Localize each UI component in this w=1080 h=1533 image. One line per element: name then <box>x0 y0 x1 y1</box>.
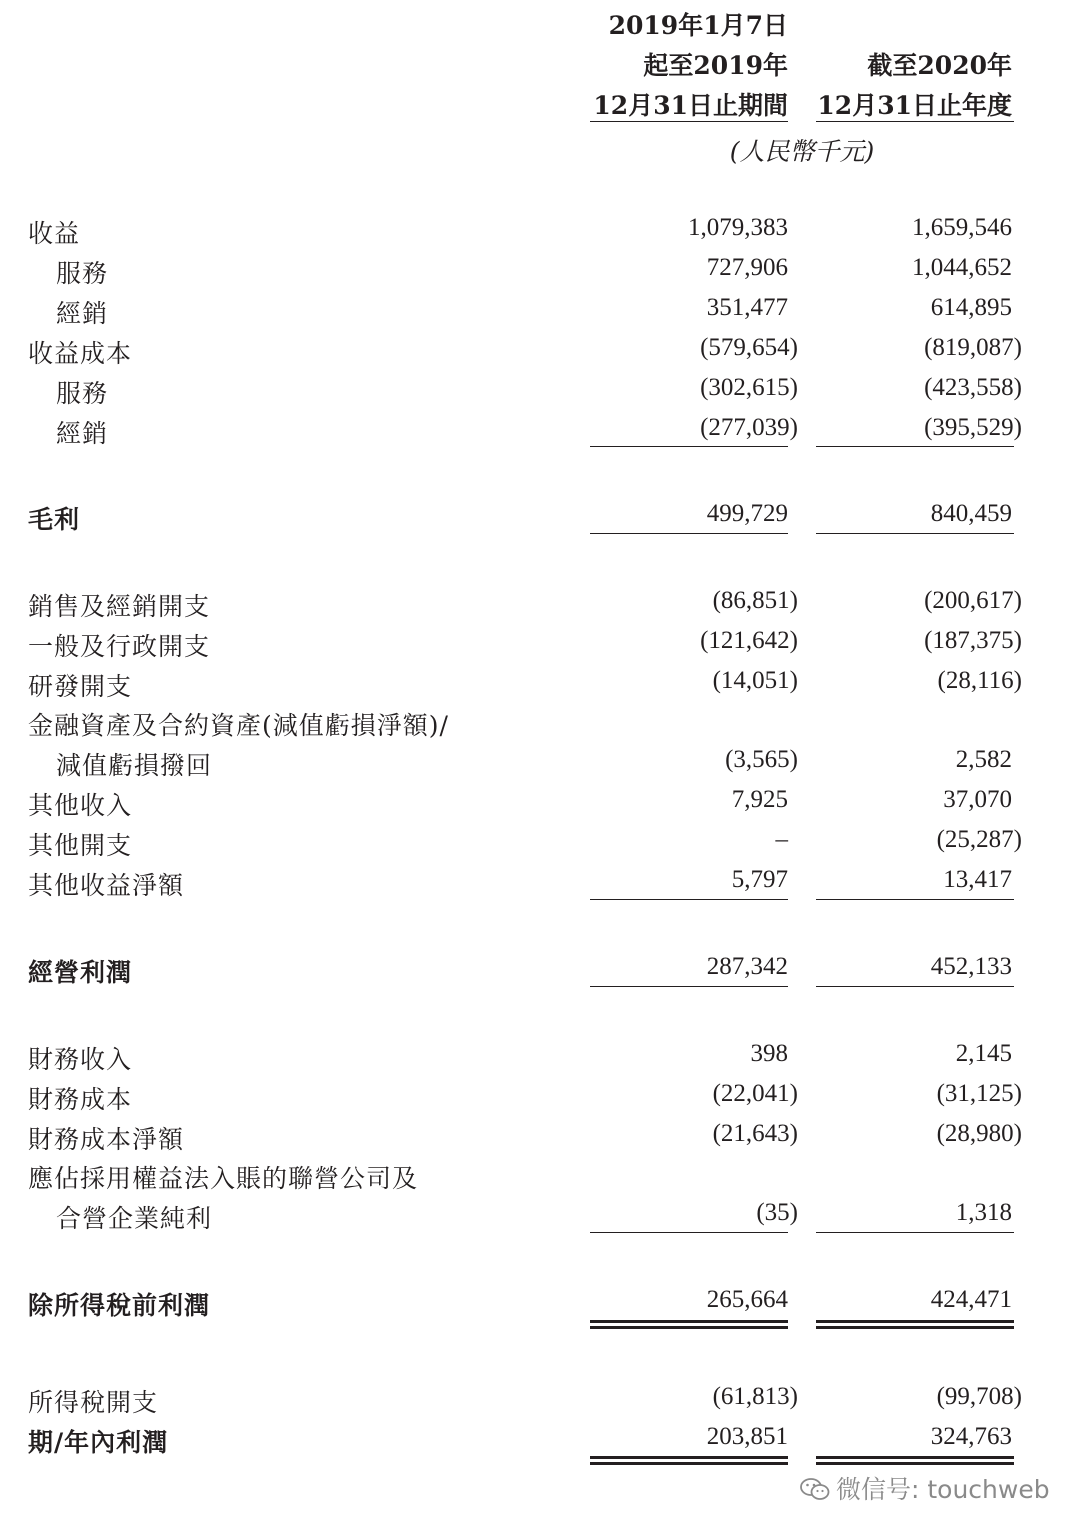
row-label: 收益 <box>28 219 81 248</box>
header-underline-col1 <box>590 121 788 122</box>
value-2020: 2,145 <box>955 1040 1012 1067</box>
row-cost-distribution <box>0 414 1080 454</box>
row-operating-profit <box>0 953 1080 993</box>
double-underline-col1 <box>590 1456 788 1465</box>
row-label: 財務收入 <box>28 1045 133 1074</box>
subtotal-line-col1 <box>590 1232 788 1233</box>
value-2020: (25,287) <box>936 826 1022 853</box>
row-impairment-line1 <box>0 706 1080 746</box>
row-label: 其他收益淨額 <box>28 871 185 900</box>
subtotal-line-col1 <box>590 986 788 987</box>
value-2019: – <box>775 826 788 853</box>
row-label: 金融資產及合約資產(減值虧損淨額)/ <box>28 711 449 740</box>
value-2019: 351,477 <box>706 294 788 321</box>
value-2019: 265,664 <box>706 1286 788 1313</box>
row-label: 服務 <box>56 259 109 288</box>
row-label: 服務 <box>56 379 109 408</box>
value-2019: 203,851 <box>706 1423 788 1450</box>
subtotal-line-col2 <box>816 446 1014 447</box>
row-label: 減值虧損撥回 <box>56 751 213 780</box>
double-underline-col2 <box>816 1456 1014 1465</box>
value-2019: 727,906 <box>706 254 788 281</box>
value-2020: (28,980) <box>936 1120 1022 1147</box>
value-2020: 840,459 <box>930 500 1012 527</box>
value-2020: 37,070 <box>943 786 1012 813</box>
row-label: 財務成本淨額 <box>28 1125 185 1154</box>
row-label: 其他收入 <box>28 791 133 820</box>
row-other-gains <box>0 866 1080 906</box>
value-2019: 287,342 <box>706 953 788 980</box>
value-2019: 1,079,383 <box>688 214 788 241</box>
subtotal-line-col1 <box>590 533 788 534</box>
value-2020: (187,375) <box>924 627 1022 654</box>
col1-header-line2: 起至2019年 <box>643 51 788 80</box>
subtotal-line-col1 <box>590 446 788 447</box>
row-other-income <box>0 786 1080 826</box>
row-finance-income <box>0 1040 1080 1080</box>
value-2019: (61,813) <box>712 1383 798 1410</box>
row-associates <box>0 1199 1080 1239</box>
value-2020: (819,087) <box>924 334 1022 361</box>
value-2020: (423,558) <box>924 374 1022 401</box>
watermark-text: 微信号: touchweb <box>836 1475 1050 1504</box>
value-2020: 614,895 <box>930 294 1012 321</box>
value-2019: (21,643) <box>712 1120 798 1147</box>
row-label: 收益成本 <box>28 339 133 368</box>
row-rnd-expenses <box>0 667 1080 707</box>
row-label: 經銷 <box>56 419 109 448</box>
row-revenue-distribution <box>0 294 1080 334</box>
double-underline-col1 <box>590 1320 788 1329</box>
row-label: 期/年內利潤 <box>28 1428 169 1457</box>
row-label: 銷售及經銷開支 <box>28 592 211 621</box>
value-2020: 452,133 <box>930 953 1012 980</box>
value-2020: 1,659,546 <box>912 214 1012 241</box>
row-admin-expenses <box>0 627 1080 667</box>
wechat-icon <box>800 1477 830 1501</box>
value-2019: 5,797 <box>731 866 788 893</box>
row-label: 財務成本 <box>28 1085 133 1114</box>
subtotal-line-col1 <box>590 899 788 900</box>
row-finance-cost <box>0 1080 1080 1120</box>
double-underline-col2 <box>816 1320 1014 1329</box>
row-label: 經銷 <box>56 299 109 328</box>
header-underline-col2 <box>816 121 1014 122</box>
wechat-watermark <box>800 1470 1050 1506</box>
currency-unit: (人民幣千元) <box>729 137 875 166</box>
value-2019: (3,565) <box>725 746 798 773</box>
value-2019: 499,729 <box>706 500 788 527</box>
value-2019: (86,851) <box>712 587 798 614</box>
col2-header-line3: 12月31日止年度 <box>817 91 1012 120</box>
row-finance-cost-net <box>0 1120 1080 1160</box>
subtotal-line-col2 <box>816 1232 1014 1233</box>
row-cost-of-revenue <box>0 334 1080 374</box>
value-2019: (277,039) <box>700 414 798 441</box>
row-label: 一般及行政開支 <box>28 632 211 661</box>
row-selling-expenses <box>0 587 1080 627</box>
value-2019: (121,642) <box>700 627 798 654</box>
row-revenue <box>0 214 1080 254</box>
value-2019: 7,925 <box>731 786 788 813</box>
value-2020: 324,763 <box>930 1423 1012 1450</box>
value-2019: 398 <box>750 1040 788 1067</box>
value-2020: 1,044,652 <box>912 254 1012 281</box>
row-label: 應佔採用權益法入賬的聯營公司及 <box>28 1164 419 1193</box>
value-2020: 2,582 <box>955 746 1012 773</box>
row-label: 合營企業純利 <box>56 1204 213 1233</box>
row-impairment <box>0 746 1080 786</box>
row-gross-profit <box>0 500 1080 540</box>
value-2020: 424,471 <box>930 1286 1012 1313</box>
value-2020: (31,125) <box>936 1080 1022 1107</box>
value-2020: (28,116) <box>937 667 1022 694</box>
row-other-expenses <box>0 826 1080 866</box>
col2-header-line2: 截至2020年 <box>867 51 1012 80</box>
col1-header-line1: 2019年1月7日 <box>608 11 788 40</box>
subtotal-line-col2 <box>816 986 1014 987</box>
value-2020: (200,617) <box>924 587 1022 614</box>
row-label: 其他開支 <box>28 831 133 860</box>
value-2020: 13,417 <box>943 866 1012 893</box>
subtotal-line-col2 <box>816 533 1014 534</box>
value-2019: (14,051) <box>712 667 798 694</box>
value-2020: (395,529) <box>924 414 1022 441</box>
row-label: 除所得稅前利潤 <box>28 1291 211 1320</box>
row-label: 毛利 <box>28 505 81 534</box>
value-2019: (22,041) <box>712 1080 798 1107</box>
subtotal-line-col2 <box>816 899 1014 900</box>
row-revenue-services <box>0 254 1080 294</box>
row-label: 經營利潤 <box>28 958 133 987</box>
value-2019: (35) <box>756 1199 798 1226</box>
value-2020: (99,708) <box>936 1383 1022 1410</box>
value-2019: (579,654) <box>700 334 798 361</box>
col1-header-line3: 12月31日止期間 <box>593 91 788 120</box>
row-associates-line1 <box>0 1159 1080 1199</box>
row-income-tax <box>0 1383 1080 1423</box>
row-cost-services <box>0 374 1080 414</box>
value-2019: (302,615) <box>700 374 798 401</box>
value-2020: 1,318 <box>955 1199 1012 1226</box>
row-label: 所得稅開支 <box>28 1388 159 1417</box>
row-label: 研發開支 <box>28 672 133 701</box>
